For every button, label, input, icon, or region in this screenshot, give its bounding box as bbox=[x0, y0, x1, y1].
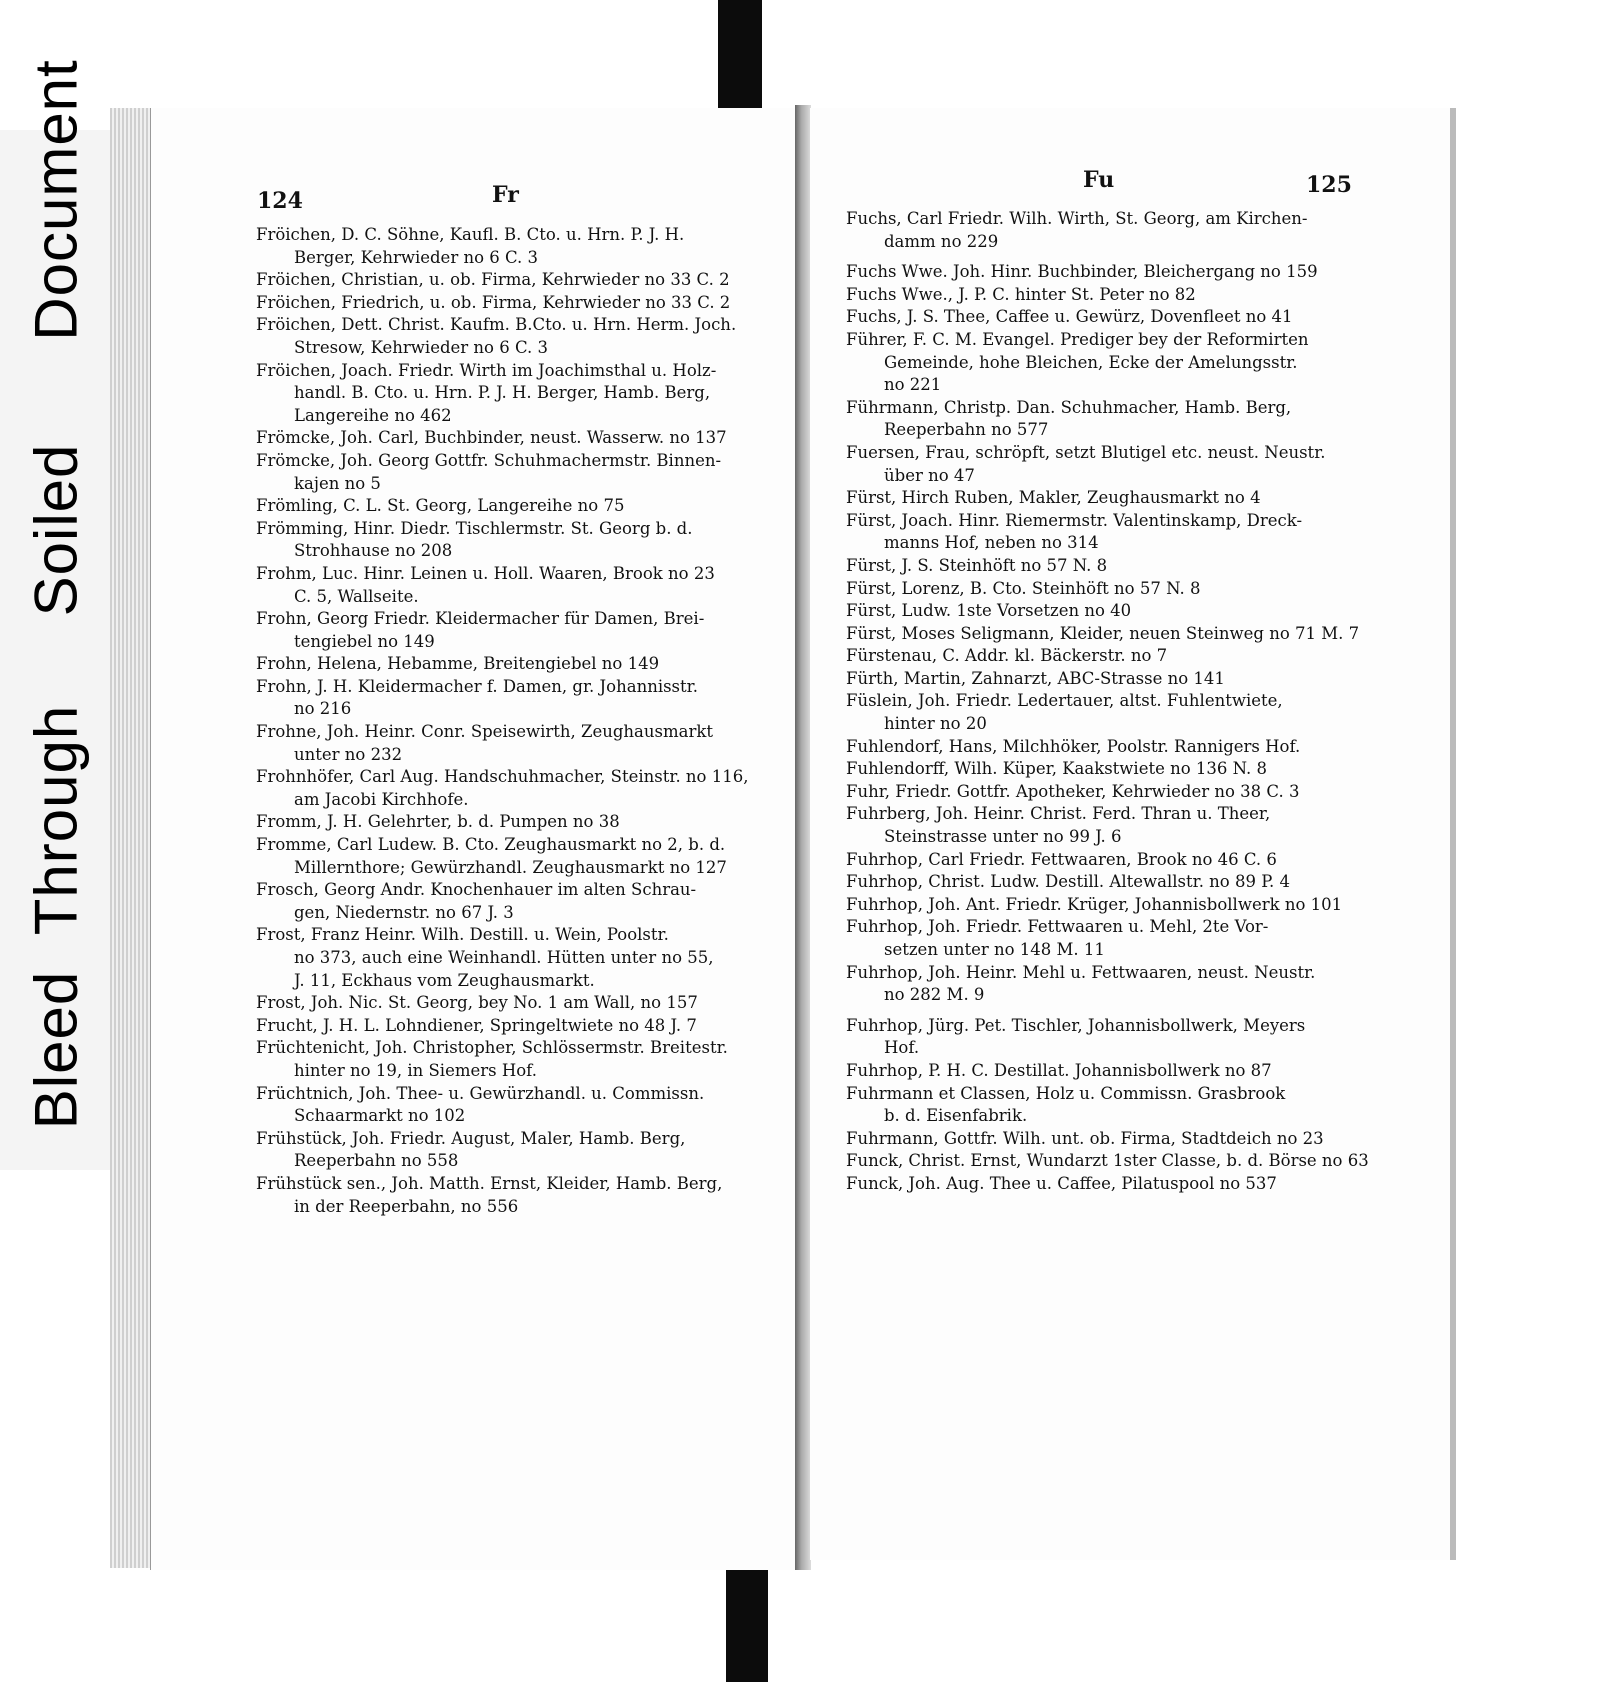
directory-entry bbox=[846, 871, 1366, 894]
directory-entry bbox=[846, 397, 1366, 442]
entry-line: Früchtnich, Joh. Thee- u. Gewürzhandl. u. Commissn. bbox=[256, 1083, 705, 1103]
entry-line: Fuchs Wwe., J. P. C. hinter St. Peter no 82 bbox=[846, 284, 1196, 304]
directory-entry bbox=[846, 261, 1366, 284]
label-word-soiled: Soiled bbox=[22, 443, 90, 617]
entry-line: Führer, F. C. M. Evangel. Prediger bey der Reformirten bbox=[846, 329, 1309, 349]
directory-entry bbox=[256, 721, 776, 766]
entry-line: Fröichen, Christian, u. ob. Firma, Kehrwieder no 33 C. 2 bbox=[256, 270, 730, 290]
entry-line: Fürth, Martin, Zahnarzt, ABC-Strasse no 141 bbox=[846, 668, 1225, 688]
entry-line: Fromme, Carl Ludew. B. Cto. Zeughausmarkt no 2, b. d. bbox=[256, 835, 726, 855]
directory-entry bbox=[256, 563, 776, 608]
degradation-label-panel bbox=[0, 59, 112, 1170]
entry-line: Fuhrhop, Joh. Friedr. Fettwaaren u. Mehl, 2te Vor- bbox=[846, 917, 1269, 937]
entry-continuation-line: Reeperbahn no 558 bbox=[294, 1151, 459, 1171]
entry-continuation-line: Hof. bbox=[884, 1038, 920, 1058]
label-word-through: Through bbox=[22, 704, 90, 936]
entry-continuation-line: Millernthore; Gewürzhandl. Zeughausmarkt no 127 bbox=[294, 857, 727, 877]
directory-entry bbox=[256, 879, 776, 924]
entry-line: Frohn, Georg Friedr. Kleidermacher für Damen, Brei- bbox=[256, 609, 705, 629]
directory-entry bbox=[846, 645, 1366, 668]
entry-continuation-line: setzen unter no 148 M. 11 bbox=[884, 940, 1105, 959]
entry-line: Fuhlendorff, Wilh. Küper, Kaakstwiete no 136 N. 8 bbox=[846, 759, 1268, 779]
entry-continuation-line: no 221 bbox=[884, 375, 942, 395]
entry-continuation-line: no 216 bbox=[294, 699, 352, 719]
entry-line: Fröichen, D. C. Söhne, Kaufl. B. Cto. u. Hrn. P. J. H. bbox=[256, 225, 685, 244]
entry-line: Fuchs, Carl Friedr. Wilh. Wirth, St. Georg, am Kirchen- bbox=[846, 209, 1308, 228]
directory-entry bbox=[256, 1128, 776, 1173]
entry-line: Führmann, Christp. Dan. Schuhmacher, Hamb. Berg, bbox=[846, 397, 1292, 417]
entry-line: Früchtenicht, Joh. Christopher, Schlössermstr. Breitestr. bbox=[256, 1038, 728, 1058]
entry-line: Frucht, J. H. L. Lohndiener, Springeltwiete no 48 J. 7 bbox=[256, 1015, 697, 1035]
entry-line: Fürst, Lorenz, B. Cto. Steinhöft no 57 N. 8 bbox=[846, 578, 1201, 598]
directory-entry bbox=[256, 608, 776, 653]
entry-line: Fuhrhop, Joh. Ant. Friedr. Krüger, Johannisbollwerk no 101 bbox=[846, 894, 1343, 914]
entry-line: Fuhrhop, Christ. Ludw. Destill. Altewallstr. no 89 P. 4 bbox=[846, 872, 1290, 892]
entry-line: Frohnhöfer, Carl Aug. Handschuhmacher, Steinstr. no 116, bbox=[256, 767, 749, 787]
entry-continuation-line: hinter no 20 bbox=[884, 714, 987, 734]
entry-line: Frömcke, Joh. Carl, Buchbinder, neust. Wasserw. no 137 bbox=[256, 428, 727, 448]
page-stack-edge bbox=[110, 108, 154, 1568]
directory-entry bbox=[256, 676, 776, 721]
entry-continuation-line: unter no 232 bbox=[294, 744, 403, 764]
entry-line: Fuersen, Frau, schröpft, setzt Blutigel etc. neust. Neustr. bbox=[846, 442, 1326, 462]
directory-entry bbox=[256, 314, 776, 359]
directory-entry bbox=[846, 555, 1366, 578]
directory-entry bbox=[846, 894, 1366, 917]
entry-continuation-line: über no 47 bbox=[884, 465, 975, 485]
directory-entry bbox=[846, 668, 1366, 691]
label-word-bleed: Bleed bbox=[22, 970, 90, 1130]
directory-entry bbox=[846, 510, 1366, 555]
directory-entry bbox=[846, 442, 1366, 487]
directory-entry bbox=[846, 1150, 1369, 1173]
directory-entry bbox=[256, 924, 776, 992]
entry-line: Fuhrhop, Carl Friedr. Fettwaaren, Brook no 46 C. 6 bbox=[846, 849, 1277, 869]
directory-entry bbox=[256, 766, 776, 811]
label-word-document: Document bbox=[22, 59, 90, 341]
directory-entry bbox=[846, 600, 1366, 623]
directory-entry bbox=[256, 427, 776, 450]
directory-entry bbox=[846, 803, 1366, 848]
directory-entry bbox=[256, 360, 776, 428]
entry-line: Fuhrmann, Gottfr. Wilh. unt. ob. Firma, Stadtdeich no 23 bbox=[846, 1128, 1324, 1148]
entry-continuation-line: J. 11, Eckhaus vom Zeughausmarkt. bbox=[294, 970, 595, 990]
directory-entry bbox=[846, 690, 1366, 735]
entry-line: Fuhrmann et Classen, Holz u. Commissn. Grasbrook bbox=[846, 1083, 1286, 1103]
entry-line: Fuchs, J. S. Thee, Caffee u. Gewürz, Dovenfleet no 41 bbox=[846, 307, 1293, 327]
entry-line: Frost, Franz Heinr. Wilh. Destill. u. Wein, Poolstr. bbox=[256, 925, 669, 945]
directory-entry bbox=[846, 578, 1366, 601]
entry-continuation-line: in der Reeperbahn, no 556 bbox=[294, 1196, 519, 1216]
entry-line: Frömling, C. L. St. Georg, Langereihe no 75 bbox=[256, 496, 625, 516]
directory-entry bbox=[256, 450, 776, 495]
entry-line: Fürst, Ludw. 1ste Vorsetzen no 40 bbox=[846, 601, 1132, 621]
directory-entry bbox=[846, 623, 1366, 646]
left-entry-list bbox=[256, 224, 776, 1218]
entry-continuation-line: no 373, auch eine Weinhandl. Hütten unter no 55, bbox=[294, 948, 714, 967]
directory-entry bbox=[846, 962, 1366, 1007]
directory-entry bbox=[846, 1128, 1366, 1151]
entry-continuation-line: Langereihe no 462 bbox=[294, 405, 452, 425]
entry-continuation-line: kajen no 5 bbox=[294, 473, 381, 493]
entry-continuation-line: Reeperbahn no 577 bbox=[884, 420, 1049, 440]
directory-entry bbox=[846, 1060, 1366, 1083]
directory-entry bbox=[256, 292, 776, 315]
entry-line: Fuhr, Friedr. Gottfr. Apotheker, Kehrwieder no 38 C. 3 bbox=[846, 781, 1300, 801]
entry-continuation-line: manns Hof, neben no 314 bbox=[884, 533, 1099, 553]
entry-continuation-line: hinter no 19, in Siemers Hof. bbox=[294, 1060, 537, 1080]
binding-strip-bottom bbox=[726, 1562, 768, 1682]
entry-line: Frohne, Joh. Heinr. Conr. Speisewirth, Zeughausmarkt bbox=[256, 722, 713, 742]
entry-line: Fröichen, Dett. Christ. Kaufm. B.Cto. u. Hrn. Herm. Joch. bbox=[256, 315, 737, 335]
entry-line: Fröichen, Friedrich, u. ob. Firma, Kehrwieder no 33 C. 2 bbox=[256, 292, 731, 312]
entry-line: Fromm, J. H. Gelehrter, b. d. Pumpen no 38 bbox=[256, 812, 620, 832]
directory-entry bbox=[846, 736, 1366, 759]
directory-entry bbox=[846, 284, 1366, 307]
entry-line: Frohn, J. H. Kleidermacher f. Damen, gr. Johannisstr. bbox=[256, 676, 698, 696]
entry-line: Funck, Christ. Ernst, Wundarzt 1ster Classe, b. d. Börse no 63 bbox=[846, 1151, 1369, 1171]
entry-continuation-line: no 282 M. 9 bbox=[884, 985, 985, 1005]
entry-line: Fürst, Hirch Ruben, Makler, Zeughausmarkt no 4 bbox=[846, 488, 1261, 508]
entry-line: Fuhrhop, Jürg. Pet. Tischler, Johannisbollwerk, Meyers bbox=[846, 1015, 1306, 1035]
entry-line: Fuhlendorf, Hans, Milchhöker, Poolstr. Rannigers Hof. bbox=[846, 736, 1301, 756]
entry-line: Füslein, Joh. Friedr. Ledertauer, altst. Fuhlentwiete, bbox=[846, 691, 1283, 711]
entry-line: Fürst, Joach. Hinr. Riemermstr. Valentinskamp, Dreck- bbox=[846, 510, 1303, 530]
entry-line: Fuchs Wwe. Joh. Hinr. Buchbinder, Bleichergang no 159 bbox=[846, 262, 1318, 282]
entry-continuation-line: Gemeinde, hohe Bleichen, Ecke der Amelungsstr. bbox=[884, 352, 1298, 372]
right-entry-list bbox=[846, 208, 1369, 1196]
entry-continuation-line: Berger, Kehrwieder no 6 C. 3 bbox=[294, 247, 539, 267]
entry-line: Frohn, Helena, Hebamme, Breitengiebel no 149 bbox=[256, 654, 660, 674]
book-gutter bbox=[795, 105, 811, 1570]
directory-entry bbox=[846, 1173, 1366, 1196]
right-page-header: Fu bbox=[1083, 167, 1115, 193]
directory-entry bbox=[256, 1173, 776, 1218]
entry-line: Fürstenau, C. Addr. kl. Bäckerstr. no 7 bbox=[846, 646, 1168, 666]
directory-entry bbox=[256, 653, 776, 676]
entry-line: Frühstück sen., Joh. Matth. Ernst, Kleider, Hamb. Berg, bbox=[256, 1173, 723, 1193]
directory-entry bbox=[846, 329, 1366, 397]
directory-entry bbox=[256, 495, 776, 518]
directory-entry bbox=[256, 1083, 776, 1128]
entry-line: Fuhrberg, Joh. Heinr. Christ. Ferd. Thran u. Theer, bbox=[846, 804, 1271, 824]
directory-entry bbox=[846, 781, 1366, 804]
entry-continuation-line: C. 5, Wallseite. bbox=[294, 586, 419, 606]
entry-continuation-line: am Jacobi Kirchhofe. bbox=[294, 789, 469, 809]
directory-entry bbox=[846, 1083, 1366, 1128]
entry-line: Fuhrhop, P. H. C. Destillat. Johannisbollwerk no 87 bbox=[846, 1060, 1272, 1080]
directory-entry bbox=[846, 306, 1366, 329]
directory-entry bbox=[846, 758, 1366, 781]
left-page-header: Fr bbox=[492, 182, 519, 208]
entry-line: Frömming, Hinr. Diedr. Tischlermstr. St. Georg b. d. bbox=[256, 518, 693, 538]
entry-line: Fürst, J. S. Steinhöft no 57 N. 8 bbox=[846, 555, 1108, 575]
entry-continuation-line: Stresow, Kehrwieder no 6 C. 3 bbox=[294, 337, 549, 357]
directory-entry bbox=[846, 208, 1366, 253]
entry-line: Frühstück, Joh. Friedr. August, Maler, Hamb. Berg, bbox=[256, 1128, 686, 1148]
entry-line: Frost, Joh. Nic. St. Georg, bey No. 1 am Wall, no 157 bbox=[256, 993, 698, 1013]
directory-entry bbox=[256, 224, 776, 269]
directory-entry bbox=[846, 1015, 1366, 1060]
directory-entry bbox=[846, 487, 1366, 510]
directory-entry bbox=[256, 834, 776, 879]
entry-continuation-line: Strohhause no 208 bbox=[294, 541, 453, 561]
directory-entry bbox=[256, 1037, 776, 1082]
entry-continuation-line: tengiebel no 149 bbox=[294, 631, 435, 651]
entry-line: Fuhrhop, Joh. Heinr. Mehl u. Fettwaaren, neust. Neustr. bbox=[846, 962, 1316, 982]
entry-line: Frosch, Georg Andr. Knochenhauer im alten Schrau- bbox=[256, 880, 697, 900]
directory-entry bbox=[256, 992, 776, 1015]
entry-line: Frohm, Luc. Hinr. Leinen u. Holl. Waaren, Brook no 23 bbox=[256, 563, 715, 583]
directory-entry bbox=[846, 916, 1366, 961]
right-page-number: 125 bbox=[1306, 172, 1352, 198]
entry-continuation-line: gen, Niedernstr. no 67 J. 3 bbox=[294, 902, 514, 922]
entry-line: Funck, Joh. Aug. Thee u. Caffee, Pilatuspool no 537 bbox=[846, 1173, 1277, 1193]
entry-continuation-line: handl. B. Cto. u. Hrn. P. J. H. Berger, Hamb. Berg, bbox=[294, 383, 711, 403]
directory-entry bbox=[256, 269, 776, 292]
entry-continuation-line: b. d. Eisenfabrik. bbox=[884, 1106, 1028, 1126]
entry-line: Fröichen, Joach. Friedr. Wirth im Joachimsthal u. Holz- bbox=[256, 360, 717, 380]
left-page-number: 124 bbox=[257, 188, 303, 214]
binding-strip-top bbox=[718, 0, 762, 112]
entry-line: Fürst, Moses Seligmann, Kleider, neuen Steinweg no 71 M. 7 bbox=[846, 623, 1360, 643]
directory-entry bbox=[256, 518, 776, 563]
entry-continuation-line: Steinstrasse unter no 99 J. 6 bbox=[884, 827, 1122, 847]
directory-entry bbox=[846, 849, 1366, 872]
directory-entry bbox=[256, 811, 776, 834]
entry-continuation-line: damm no 229 bbox=[884, 231, 999, 251]
entry-continuation-line: Schaarmarkt no 102 bbox=[294, 1106, 466, 1126]
directory-entry bbox=[256, 1015, 776, 1038]
entry-line: Frömcke, Joh. Georg Gottfr. Schuhmachermstr. Binnen- bbox=[256, 450, 722, 470]
